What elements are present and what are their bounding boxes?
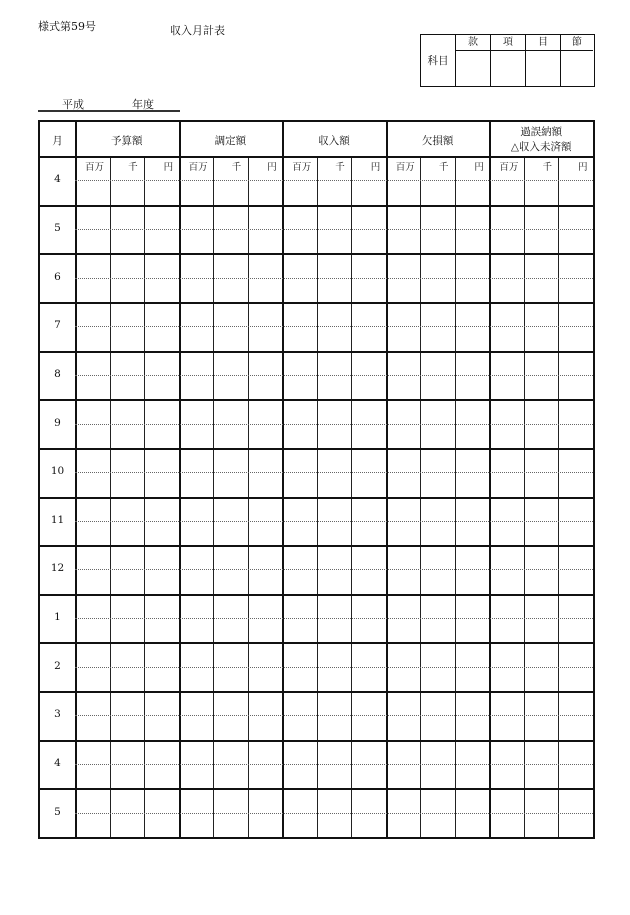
row-divider: [40, 545, 593, 547]
row-divider: [40, 448, 593, 450]
month-label: 1: [54, 611, 61, 624]
row-divider: [40, 302, 593, 304]
unit-label-millions: 百万: [188, 162, 208, 173]
row-midline: [75, 667, 593, 668]
unit-label-thousands: 千: [128, 162, 138, 173]
unit-label-yen: 円: [474, 162, 484, 173]
column-header: △収入未済額: [510, 141, 572, 153]
row-divider: [40, 691, 593, 693]
month-label: 6: [54, 270, 61, 283]
month-label: 12: [50, 562, 65, 575]
unit-label-millions: 百万: [292, 162, 312, 173]
month-label: 3: [54, 708, 61, 721]
row-midline: [75, 715, 593, 716]
row-divider: [40, 351, 593, 353]
subject-box: [420, 34, 595, 87]
subject-column-header: 款: [456, 35, 490, 51]
subject-column-moku: [526, 35, 561, 86]
row-midline: [75, 326, 593, 327]
unit-label-yen: 円: [163, 162, 174, 173]
row-midline: [75, 424, 593, 425]
month-label: 8: [54, 367, 61, 380]
unit-label-yen: 円: [370, 162, 381, 173]
row-midline: [75, 375, 593, 376]
column-header: 過誤納額: [520, 126, 563, 138]
fiscal-year-label: 年度: [132, 98, 154, 111]
monthly-revenue-table: [38, 120, 595, 839]
unit-label-thousands: 千: [231, 162, 242, 173]
month-label: 4: [54, 757, 61, 770]
unit-label-yen: 円: [267, 162, 277, 173]
column-header: 調定額: [214, 135, 247, 147]
month-label: 5: [54, 221, 61, 234]
era-label: 平成: [62, 98, 84, 111]
month-label: 4: [54, 173, 61, 186]
row-midline: [75, 764, 593, 765]
unit-label-millions: 百万: [499, 162, 519, 173]
row-midline: [75, 521, 593, 522]
row-divider: [40, 253, 593, 255]
row-midline: [75, 472, 593, 473]
row-divider: [40, 497, 593, 499]
row-midline: [75, 180, 593, 181]
form-number: 様式第59号: [38, 20, 96, 33]
unit-label-thousands: 千: [438, 162, 449, 173]
month-label: 7: [54, 319, 61, 332]
subject-column-kan: [456, 35, 491, 86]
subject-label: 科目: [421, 35, 456, 86]
month-label: 11: [50, 513, 65, 526]
row-divider: [40, 399, 593, 401]
month-header: 月: [52, 135, 63, 147]
subject-column-header: 節: [561, 35, 593, 51]
column-header: 欠損額: [421, 135, 454, 147]
month-label: 2: [54, 659, 61, 672]
row-divider: [40, 642, 593, 644]
subject-column-setsu: [561, 35, 593, 86]
unit-label-thousands: 千: [335, 162, 345, 173]
unit-label-thousands: 千: [542, 162, 552, 173]
row-divider: [40, 788, 593, 790]
month-label: 5: [54, 805, 61, 818]
unit-label-millions: 百万: [85, 162, 105, 173]
row-divider: [40, 205, 593, 207]
row-midline: [75, 278, 593, 279]
fiscal-year-line: [38, 96, 180, 112]
subject-column-kou: [491, 35, 526, 86]
row-divider: [40, 740, 593, 742]
header-divider: [40, 156, 593, 158]
row-midline: [75, 813, 593, 814]
month-label: 10: [50, 465, 65, 478]
subject-column-header: 項: [491, 35, 525, 51]
month-label: 9: [54, 416, 61, 429]
column-header: 予算額: [111, 135, 143, 147]
row-midline: [75, 229, 593, 230]
row-midline: [75, 569, 593, 570]
subject-column-header: 目: [526, 35, 560, 51]
document-title: 収入月計表: [170, 24, 225, 37]
column-header: 収入額: [318, 135, 350, 147]
row-divider: [40, 594, 593, 596]
row-midline: [75, 618, 593, 619]
unit-label-yen: 円: [578, 162, 588, 173]
unit-label-millions: 百万: [395, 162, 415, 173]
